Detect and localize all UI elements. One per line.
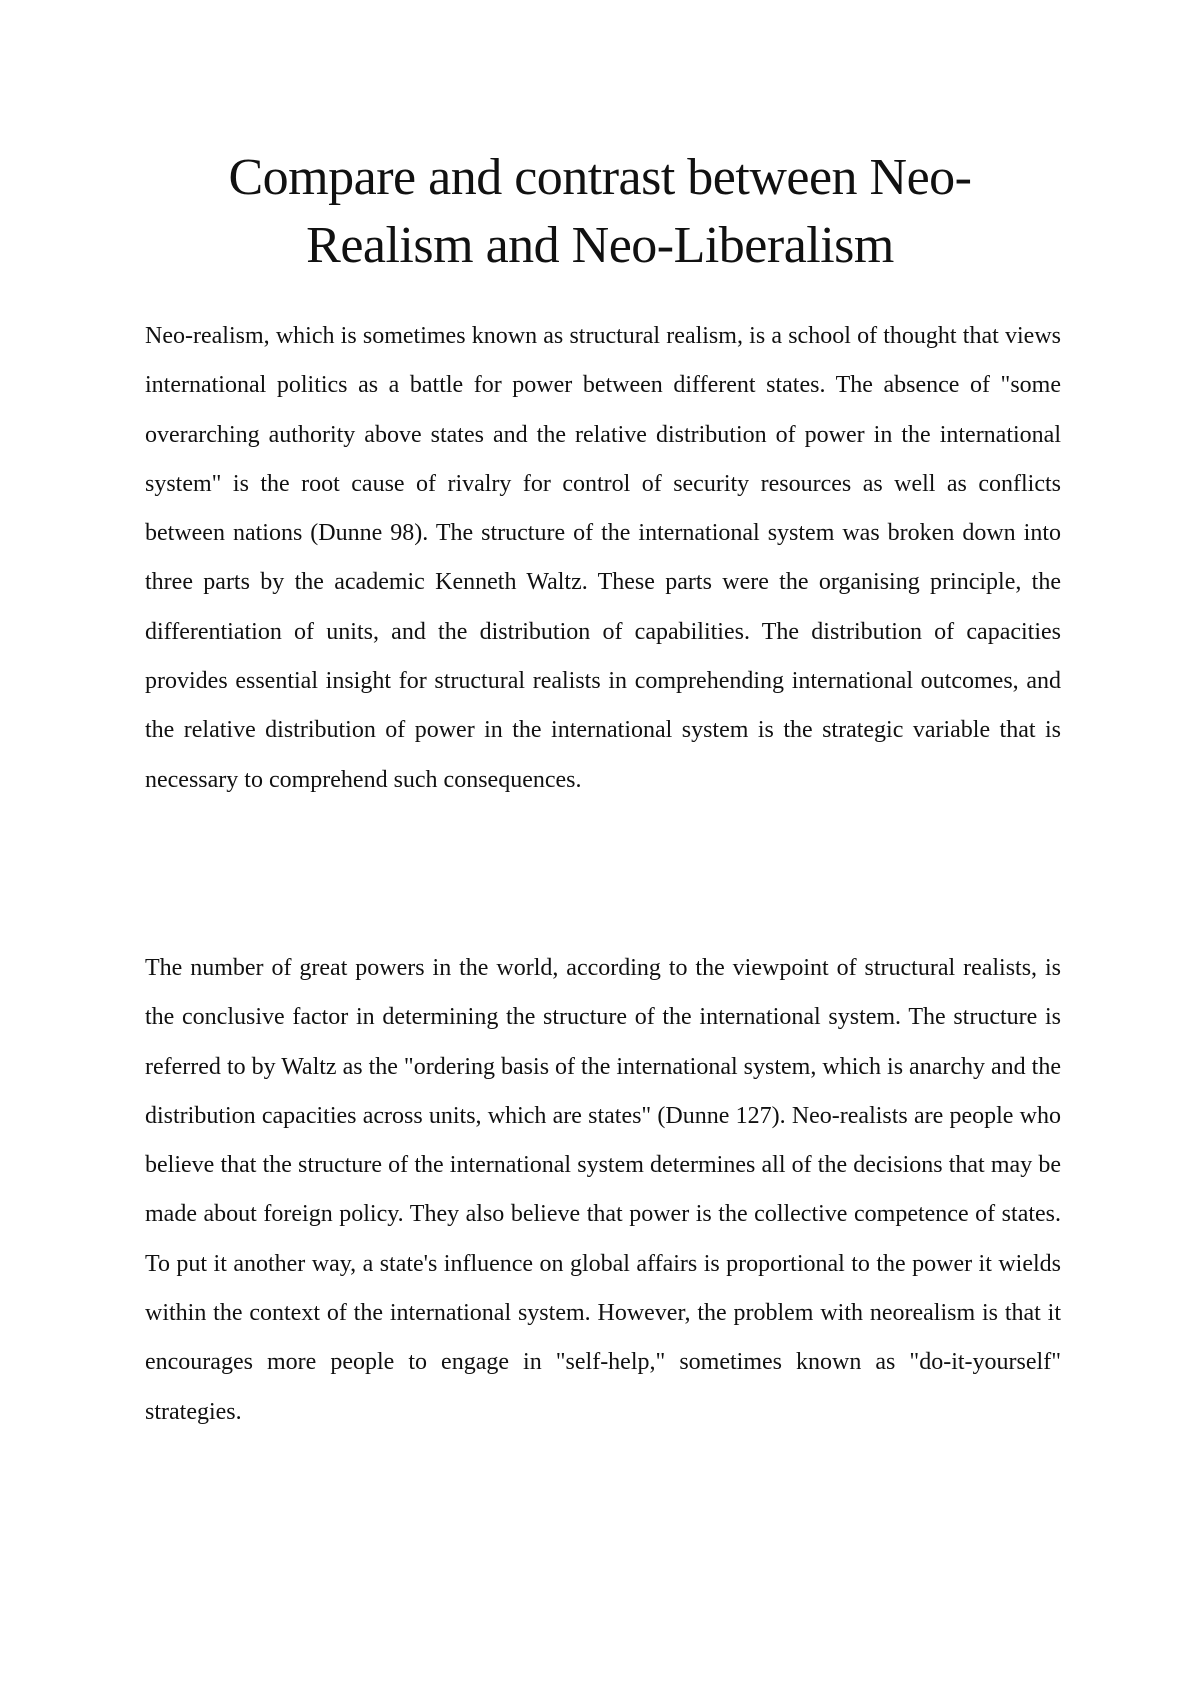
body-paragraph-2: The number of great powers in the world, according to the viewpoint of structural realists, is the conclusive factor in determining the structure of the international system. The structure is referred to by Waltz as the "ordering basis of the international system, which is anarchy and the distribution capacities across units, which are states" (Dunne 127). Neo-realists are people who believe that the structure of the international system determines all of the decisions that may be made about foreign policy. They also believe that power is the collective competence of states. To put it another way, a state's influence on global affairs is proportional to the power it wields within the context of the international system. However, the problem with neorealism is that it encourages more people to engage in "self-help," sometimes known as "do-it-yourself" strategies. bbox=[145, 955, 1061, 1425]
document-title: Compare and contrast between Neo-Realism and Neo-Liberalism bbox=[228, 149, 972, 274]
body-paragraph-1: Neo-realism, which is sometimes known as structural realism, is a school of thought that views international politics as a battle for power between different states. The absence of "some overarching authority above states and the relative distribution of power in the international system" is the root cause of rivalry for control of security resources as well as conflicts between nations (Dunne 98). The structure of the international system was broken down into three parts by the academic Kenneth Waltz. These parts were the organising principle, the differentiation of units, and the distribution of capabilities. The distribution of capacities provides essential insight for structural realists in comprehending international outcomes, and the relative distribution of power in the international system is the strategic variable that is necessary to comprehend such consequences. bbox=[145, 323, 1061, 793]
